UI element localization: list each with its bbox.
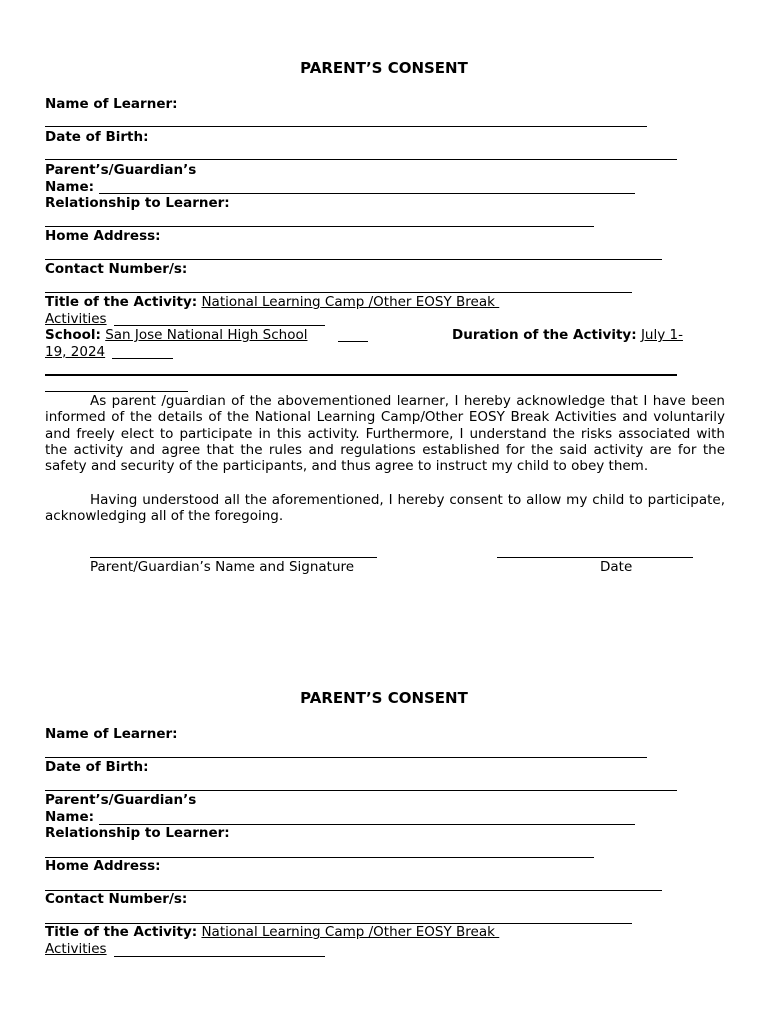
divider-tail-line — [45, 391, 188, 392]
contact-number-line[interactable] — [45, 292, 632, 293]
name-of-learner-line[interactable] — [45, 757, 647, 758]
date-of-birth-label: Date of Birth: — [45, 759, 149, 775]
guardian-label-line1: Parent’s/Guardian’s — [45, 792, 197, 808]
activity-label: Title of the Activity: — [45, 294, 198, 310]
signature-line[interactable] — [90, 557, 377, 558]
guardian-name-line[interactable] — [99, 193, 635, 194]
form-title: PARENT’S CONSENT — [300, 59, 468, 77]
duration-label: Duration of the Activity: — [452, 327, 637, 343]
home-address-line[interactable] — [45, 259, 662, 260]
activity-label: Title of the Activity: — [45, 924, 198, 940]
divider-line — [45, 374, 677, 376]
school-row — [45, 327, 307, 343]
date-of-birth-line[interactable] — [45, 159, 677, 160]
school-value: San Jose National High School — [105, 327, 308, 343]
contact-number-label: Contact Number/s: — [45, 891, 188, 907]
form-title: PARENT’S CONSENT — [300, 689, 468, 707]
date-caption: Date — [600, 559, 633, 575]
activity-row — [45, 924, 499, 940]
date-line[interactable] — [497, 557, 693, 558]
school-line[interactable] — [338, 341, 368, 342]
activity-line[interactable] — [114, 325, 325, 326]
relationship-line[interactable] — [45, 226, 594, 227]
guardian-label-line2: Name: — [45, 179, 95, 195]
school-label: School: — [45, 327, 101, 343]
guardian-label-line2: Name: — [45, 809, 95, 825]
guardian-label-line1: Parent’s/Guardian’s — [45, 162, 197, 178]
signature-caption: Parent/Guardian’s Name and Signature — [90, 559, 355, 575]
activity-value-cont: Activities — [45, 311, 107, 327]
duration-value-cont: 19, 2024 — [45, 344, 106, 360]
home-address-label: Home Address: — [45, 858, 161, 874]
name-of-learner-label: Name of Learner: — [45, 726, 178, 742]
activity-line[interactable] — [114, 956, 325, 957]
name-of-learner-line[interactable] — [45, 126, 647, 127]
relationship-label: Relationship to Learner: — [45, 195, 230, 211]
duration-line[interactable] — [112, 358, 173, 359]
consent-paragraph-2: Having understood all the aforementioned, I hereby consent to allow my child to participate, acknowledging all of the foregoing. — [45, 492, 725, 525]
duration-value: July 1- — [640, 327, 683, 343]
contact-number-label: Contact Number/s: — [45, 261, 188, 277]
activity-value: National Learning Camp /Other EOSY Break — [201, 294, 500, 310]
name-of-learner-label: Name of Learner: — [45, 96, 178, 112]
relationship-label: Relationship to Learner: — [45, 825, 230, 841]
date-of-birth-line[interactable] — [45, 790, 677, 791]
home-address-label: Home Address: — [45, 228, 161, 244]
activity-value: National Learning Camp /Other EOSY Break — [201, 924, 500, 940]
activity-row — [45, 294, 499, 310]
duration-row — [452, 327, 683, 343]
consent-paragraph-1: As parent /guardian of the abovementioned learner, I hereby acknowledge that I have been informed of the details of the National Learning Camp/Other EOSY Break Activities and voluntarily and freely elect to participate in this activity. Furthermore, I understand the risks associated with the activity and agree that the rules and regulations established for the said activity are for the safety and security of the participants, and thus agree to instruct my child to obey them. — [45, 393, 725, 475]
activity-value-cont: Activities — [45, 941, 107, 957]
date-of-birth-label: Date of Birth: — [45, 129, 149, 145]
